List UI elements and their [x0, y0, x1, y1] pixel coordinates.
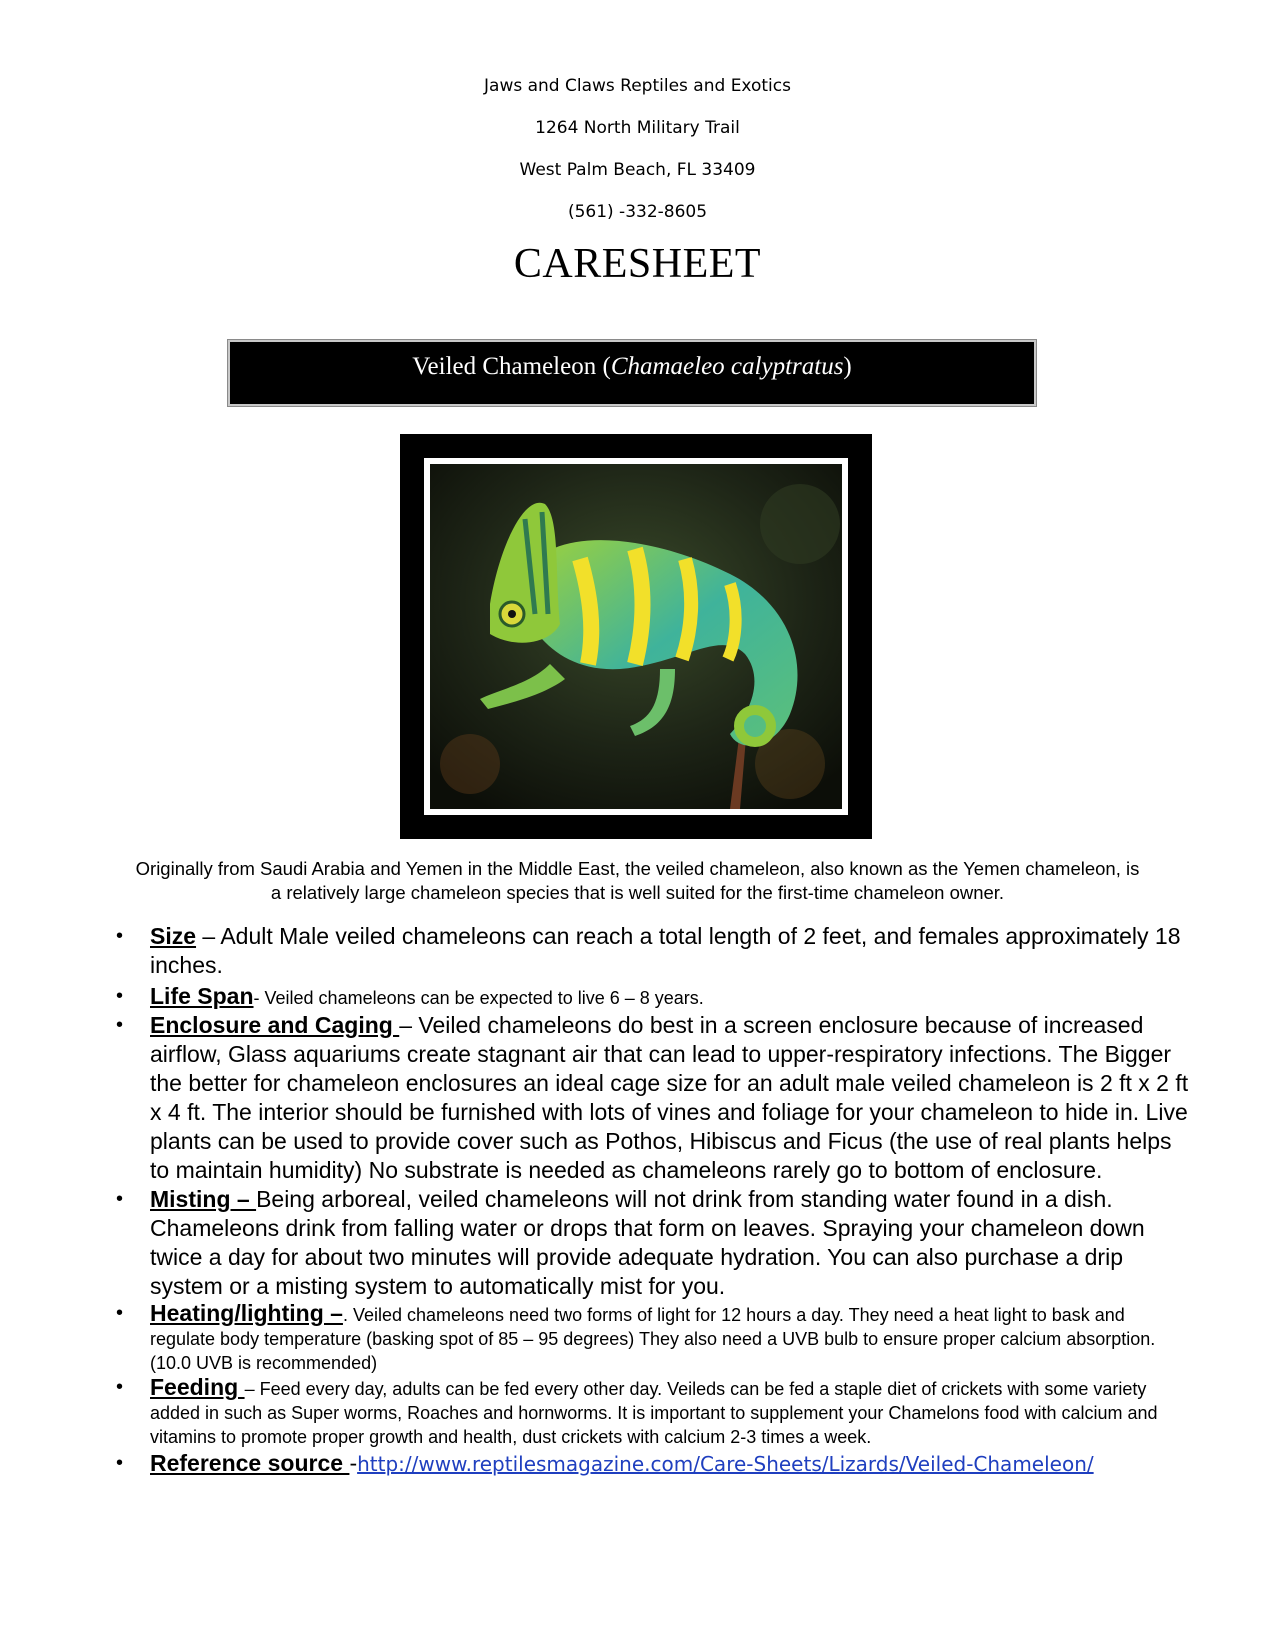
photo-mat	[424, 458, 848, 815]
page-title: CARESHEET	[513, 241, 762, 287]
section-heading: Size	[150, 923, 197, 949]
section-text: – Veiled chameleons do best in a screen enclosure because of increased airflow, Glass aquariums create stagnant air that can lead to upper-respiratory infections. The Bigger the better for chameleon enclosures an ideal cage size for an adult male veiled chameleon is 2 ft x 2 ft x 4 ft. The interior should be furnished with lots of vines and foliage for your chameleon to hide in. Live plants can be used to provide cover such as Pothos, Hibiscus and Ficus (the use of real plants helps to maintain humidity) No substrate is needed as chameleons rarely go to bottom of enclosure.	[150, 1012, 1189, 1183]
chameleon-illustration	[430, 464, 842, 809]
intro-paragraph: Originally from Saudi Arabia and Yemen in the Middle East, the veiled chameleon, also known as the Yemen chameleon, is a relatively large chameleon species that is well suited for the first-time chameleon owner.	[135, 858, 1140, 903]
care-list	[110, 922, 1190, 1479]
bullet-icon: •	[116, 1302, 124, 1324]
list-item-life-span	[110, 982, 1190, 1011]
section-heading: Enclosure and Caging	[150, 1012, 400, 1038]
section-text: – Feed every day, adults can be fed every other day. Veileds can be fed a staple diet of crickets with some variety added in such as Super worms, Roaches and hornworms. It is important to supplement your Chamelons food with calcium and vitamins to promote proper growth and health, dust crickets with calcium 2-3 times a week.	[150, 1379, 1158, 1447]
section-heading: Feeding	[150, 1374, 245, 1400]
photo-frame	[400, 434, 872, 839]
chameleon-photo	[430, 464, 842, 809]
section-text: . Veiled chameleons need two forms of light for 12 hours a day. They need a heat light to bask and regulate body temperature (basking spot of 85 – 95 degrees) They also need a UVB bulb to ensure proper calcium absorption. (10.0 UVB is recommended)	[150, 1305, 1156, 1373]
species-name: Veiled Chameleon (Chamaeleo calyptratus)	[412, 353, 852, 380]
section-text: – Adult Male veiled chameleons can reach a total length of 2 feet, and females approximately 18 inches.	[150, 923, 1181, 978]
section-text: Being arboreal, veiled chameleons will not drink from standing water found in a dish. Chameleons drink from falling water or drops that form on leaves. Spraying your chameleon down twice a day for about two minutes will provide adequate hydration. You can also purchase a drip system or a misting system to automatically mist for you.	[150, 1186, 1145, 1299]
store-phone: (561) -332-8605	[567, 202, 708, 222]
list-item-reference	[110, 1449, 1190, 1479]
store-name: Jaws and Claws Reptiles and Exotics	[484, 76, 791, 96]
store-street: 1264 North Military Trail	[535, 118, 740, 138]
bullet-icon: •	[116, 1452, 124, 1474]
list-item-heating-lighting	[110, 1301, 1190, 1375]
store-city: West Palm Beach, FL 33409	[519, 160, 756, 180]
section-heading: Reference source	[150, 1450, 350, 1476]
section-text: -	[349, 1450, 358, 1476]
section-text: - Veiled chameleons can be expected to live 6 – 8 years.	[253, 988, 704, 1008]
bullet-icon: •	[116, 1376, 124, 1398]
list-item-feeding	[110, 1375, 1190, 1449]
section-heading: Life Span	[150, 983, 254, 1009]
bullet-icon: •	[116, 985, 124, 1007]
reference-link[interactable]: http://www.reptilesmagazine.com/Care-Sheets/Lizards/Veiled-Chameleon/	[357, 1452, 1094, 1476]
section-heading: Misting –	[150, 1186, 257, 1212]
list-item-enclosure	[110, 1011, 1190, 1185]
bullet-icon: •	[116, 1188, 124, 1210]
species-banner	[228, 340, 1036, 406]
bullet-icon: •	[116, 925, 124, 947]
bullet-icon: •	[116, 1014, 124, 1036]
list-item-size	[110, 922, 1190, 980]
list-item-misting	[110, 1185, 1190, 1301]
section-heading: Heating/lighting –	[150, 1300, 343, 1326]
